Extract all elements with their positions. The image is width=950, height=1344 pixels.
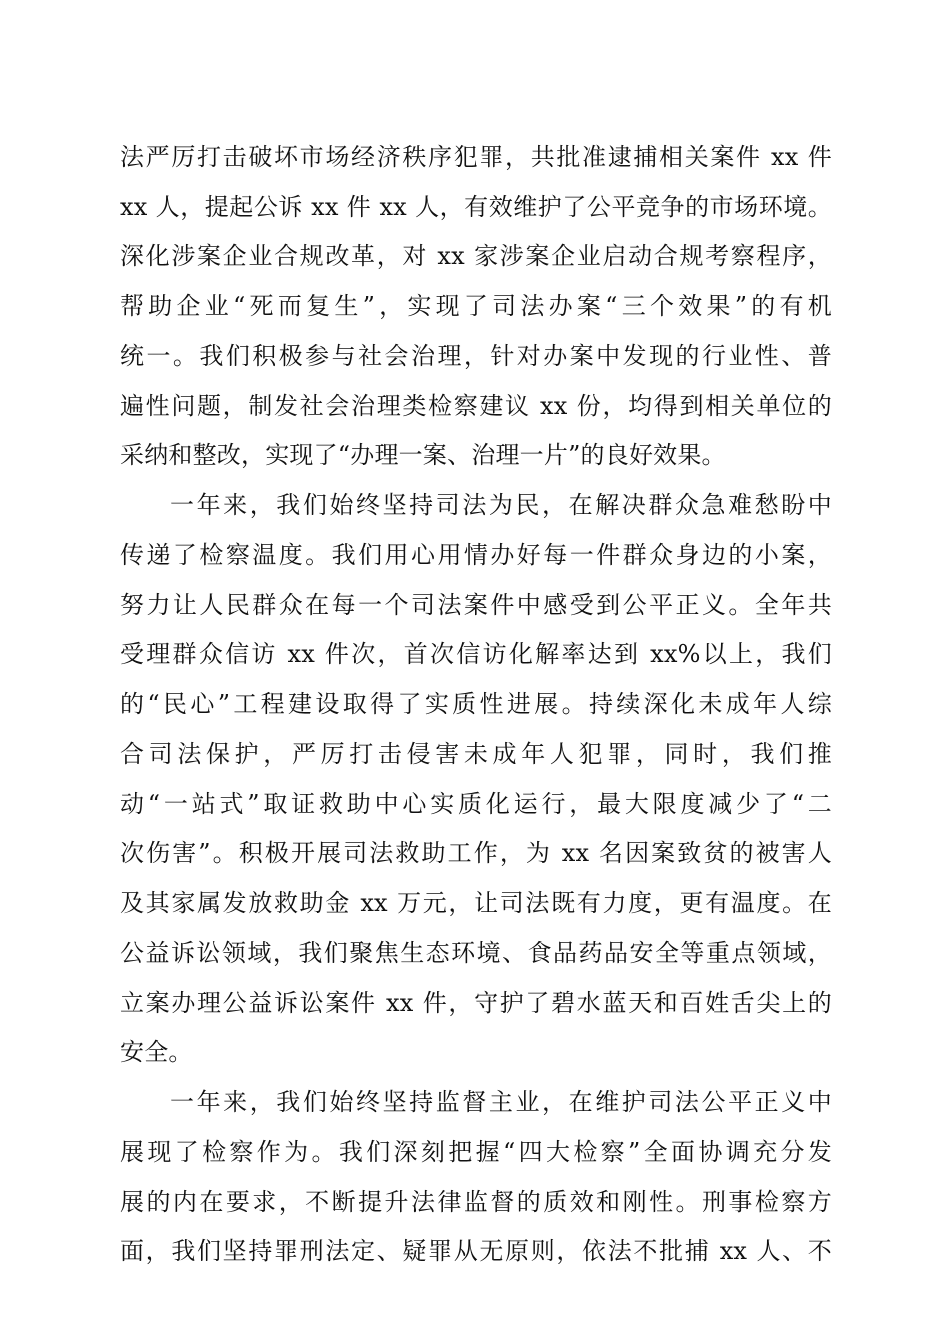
text-line: 一年来，我们始终坚持监督主业，在维护司法公平正义中 [170,1088,832,1116]
text-line: 面，我们坚持罪刑法定、疑罪从无原则，依法不批捕 xx 人、不 [120,1237,832,1265]
text-line: 法严厉打击破坏市场经济秩序犯罪，共批准逮捕相关案件 xx 件 [120,143,832,171]
text-line: 合司法保护，严厉打击侵害未成年人犯罪，同时，我们推 [120,740,832,768]
text-line: 动“一站式”取证救助中心实质化运行，最大限度减少了“二 [120,790,832,818]
text-line: 受理群众信访 xx 件次，首次信访化解率达到 xx%以上，我们 [120,640,832,668]
text-line: 传递了检察温度。我们用心用情办好每一件群众身边的小案， [120,541,832,569]
text-line: 努力让人民群众在每一个司法案件中感受到公平正义。全年共 [120,591,832,619]
text-line: xx 人，提起公诉 xx 件 xx 人，有效维护了公平竞争的市场环境。 [120,193,832,221]
text-line: 采纳和整改，实现了“办理一案、治理一片”的良好效果。 [120,441,726,469]
text-line: 及其家属发放救助金 xx 万元，让司法既有力度，更有温度。在 [120,889,832,917]
text-line: 的“民心”工程建设取得了实质性进展。持续深化未成年人综 [120,690,832,718]
text-line: 安全。 [120,1038,193,1066]
text-line: 展现了检察作为。我们深刻把握“四大检察”全面协调充分发 [120,1138,832,1166]
text-line: 深化涉案企业合规改革，对 xx 家涉案企业启动合规考察程序， [120,242,832,270]
text-line: 次伤害”。积极开展司法救助工作，为 xx 名因案致贫的被害人 [120,839,832,867]
text-line: 帮助企业“死而复生”，实现了司法办案“三个效果”的有机 [120,292,832,320]
text-line: 展的内在要求，不断提升法律监督的质效和刚性。刑事检察方 [120,1188,832,1216]
text-line: 统一。我们积极参与社会治理，针对办案中发现的行业性、普 [120,342,832,370]
text-line: 一年来，我们始终坚持司法为民，在解决群众急难愁盼中 [170,491,832,519]
text-line: 公益诉讼领域，我们聚焦生态环境、食品药品安全等重点领域， [120,939,832,967]
text-line: 立案办理公益诉讼案件 xx 件，守护了碧水蓝天和百姓舌尖上的 [120,989,832,1017]
text-line: 遍性问题，制发社会治理类检察建议 xx 份，均得到相关单位的 [120,392,832,420]
